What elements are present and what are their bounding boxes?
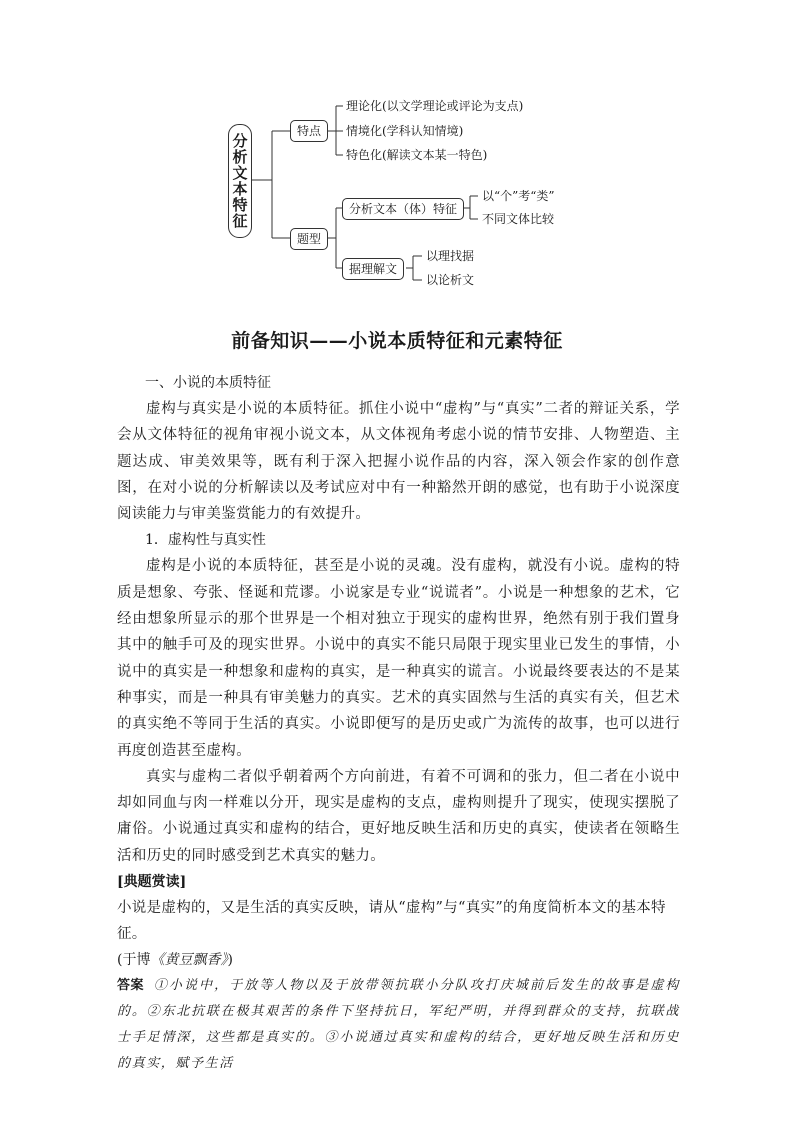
paragraph-truth-fiction: 真实与虚构二者似乎朝着两个方向前进，有着不可调和的张力，但二者在小说中却如同血与肉一样难以分开，现实是虚构的支点，虚构则提升了现实，使现实摆脱了庸俗。小说通过真实和虚构的结合，更好地反映生活和历史的真实，使读者在领略生活和历史的同时感受到艺术真实的魅力。 [117, 768, 680, 864]
source-suffix: ) [227, 952, 233, 969]
section-title: 前备知识——小说本质特征和元素特征 [231, 330, 563, 352]
leaf-find-evidence: 以理找据 [426, 249, 475, 263]
node-features: 特点 [290, 120, 328, 142]
mind-map [0, 0, 794, 300]
heading-essence: 一、小说的本质特征 [145, 375, 271, 391]
paragraph-fiction: 虚构是小说的本质特征，甚至是小说的灵魂。没有虚构，就没有小说。虚构的特质是想象、夸张、怪诞和荒谬。小说家是专业“说谎者”。小说是一种想象的艺术，它经由想象所显示的那个世界是一个相对独立于现实的虚构世界，绝然有别于我们置身其中的触手可及的现实世界。小说中的真实不能只局限于现实里业已发生的事情，小说中的真实是一种想象和虚构的真实，是一种真实的谎言。小说最终要表达的不是某种事实，而是一种具有审美魅力的真实。艺术的真实固然与生活的真实有关，但艺术的真实绝不等同于生活的真实。小说即便写的是历史或广为流传的故事，也可以进行再度创造甚至虚构。 [117, 558, 680, 759]
body-content [117, 370, 680, 1077]
answer-text: ①小说中，于放等人物以及于放带领抗联小分队攻打庆城前后发生的故事是虚构的。②东北抗联在极其艰苦的条件下坚持抗日，军纪严明，并得到群众的支持，抗联战士手足情深，这些都是真实的。③小说通过真实和虚构的结合，更好地反映生活和历史的真实，赋予生活 [117, 978, 680, 1072]
subheading-fiction-truth: 1．虚构性与真实性 [145, 532, 266, 549]
source-title: 《黄豆飘香》 [150, 952, 228, 969]
leaf-theoretical: 理论化(以文学理论或评论为支点) [346, 99, 524, 113]
paragraph-intro: 虚构与真实是小说的本质特征。抓住小说中“虚构”与“真实”二者的辩证关系，学会从文体特征的视角审视小说文本，从文体视角考虑小说的情节安排、人物塑造、主题达成、审美效果等，既有利于深入把握小说作品的内容，深入领会作家的创作意图，在对小说的分析解读以及考试应对中有一种豁然开朗的感觉，也有助于小说深度阅读能力与审美鉴赏能力的有效提升。 [117, 401, 680, 523]
leaf-characteristic: 特色化(解读文本某一特色) [346, 148, 488, 162]
mind-map-root: 分析文本特征 [228, 124, 252, 238]
example-answer [117, 973, 680, 1077]
answer-label: 答案 [117, 978, 144, 994]
node-analyze-text-features: 分析文本（体）特征 [342, 198, 464, 220]
leaf-genre-compare: 不同文体比较 [482, 212, 555, 226]
example-tag: [典题赏读] [117, 874, 187, 891]
node-question-types: 题型 [290, 228, 328, 250]
example-question: 小说是虚构的，又是生活的真实反映，请从“虚构”与“真实”的角度简析本文的基本特征。 [117, 900, 666, 943]
leaf-analyze-by-theory: 以论析文 [426, 273, 475, 287]
node-reason-reading: 据理解文 [342, 258, 404, 280]
leaf-one-for-class: 以“个”考“类” [482, 189, 555, 203]
source-prefix: (于博 [117, 952, 151, 969]
leaf-situational: 情境化(学科认知情境) [346, 124, 464, 138]
example-source [117, 947, 680, 973]
